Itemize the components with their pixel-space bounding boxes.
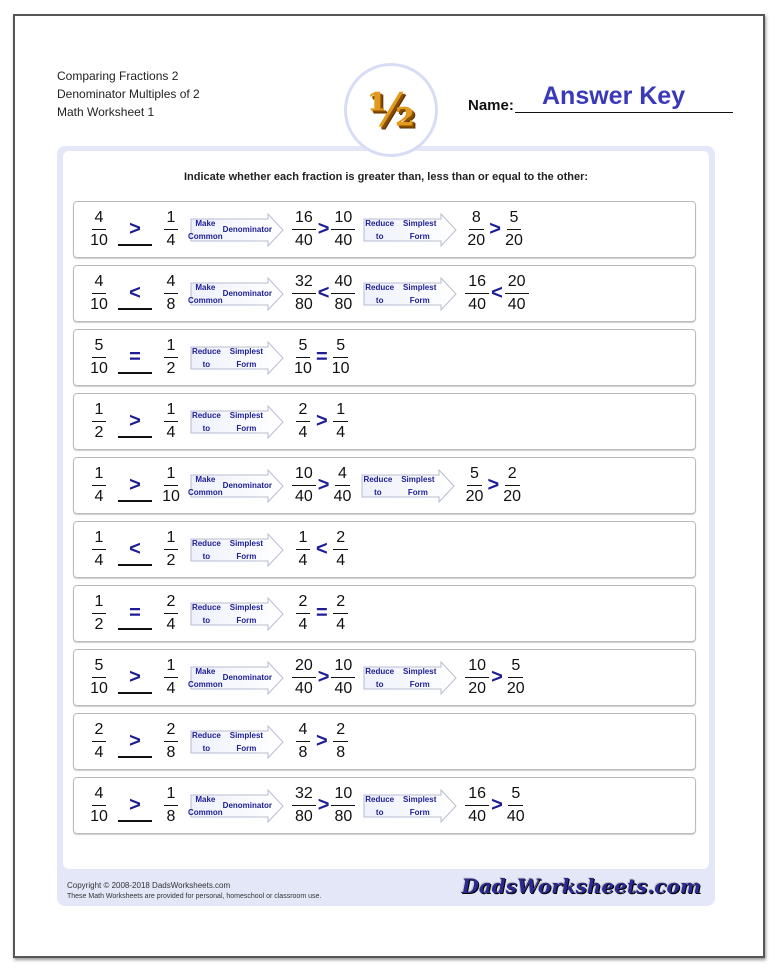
numerator: 10 xyxy=(331,785,355,806)
name-line xyxy=(515,112,733,113)
answer-key-text: Answer Key xyxy=(542,82,686,110)
footer xyxy=(67,880,321,902)
denominator: 4 xyxy=(94,488,104,505)
step-symbol: < xyxy=(317,282,330,304)
arrow-label-line: Reduce to xyxy=(365,794,395,817)
numerator: 16 xyxy=(465,273,489,294)
arrow-common xyxy=(190,789,284,823)
arrow-label-line: Simplest Form xyxy=(229,410,264,433)
comparison-symbol: > xyxy=(129,473,141,496)
denominator: 20 xyxy=(468,680,487,697)
usage-note: These Math Worksheets are provided for personal, homeschool or classroom use. xyxy=(67,893,322,900)
denominator: 4 xyxy=(166,424,176,441)
fraction xyxy=(503,209,525,250)
arrow-common xyxy=(190,469,284,503)
arrow-label-line: Reduce to xyxy=(191,346,221,369)
numerator: 8 xyxy=(469,209,484,230)
arrow-reduce xyxy=(363,789,457,823)
problem-row xyxy=(73,265,696,322)
arrow-reduce xyxy=(190,725,284,759)
numerator: 5 xyxy=(92,657,107,678)
arrow-label-line: Reduce to xyxy=(191,410,221,433)
arrow-label-line: Reduce to xyxy=(191,602,221,625)
arrow-label xyxy=(363,213,443,247)
arrow-reduce xyxy=(190,405,284,439)
arrow-label-line: Simplest Form xyxy=(403,218,437,241)
answer-line xyxy=(118,564,152,566)
denominator: 4 xyxy=(166,616,176,633)
numerator: 4 xyxy=(92,785,107,806)
numerator: 10 xyxy=(331,657,355,678)
arrow-label xyxy=(188,661,273,695)
numerator: 1 xyxy=(92,529,107,550)
step-symbol: > xyxy=(491,666,503,688)
answer-blank xyxy=(116,470,154,502)
numerator: 1 xyxy=(164,785,179,806)
arrow-label-line: Make Common xyxy=(188,282,223,305)
numerator: 1 xyxy=(164,465,179,486)
denominator: 40 xyxy=(468,808,487,825)
fraction xyxy=(160,657,182,698)
numerator: 1 xyxy=(164,401,179,422)
numerator: 4 xyxy=(164,273,179,294)
answer-blank xyxy=(116,790,154,822)
answer-line xyxy=(118,372,152,374)
answer-blank xyxy=(116,598,154,630)
numerator: 20 xyxy=(505,273,529,294)
comparison-symbol: < xyxy=(129,537,141,560)
numerator: 2 xyxy=(296,401,311,422)
arrow-label xyxy=(190,725,270,759)
denominator: 4 xyxy=(336,616,346,633)
denominator: 10 xyxy=(90,360,108,377)
worksheet-panel xyxy=(57,146,715,906)
numerator: 5 xyxy=(467,465,482,486)
fraction xyxy=(160,465,182,506)
numerator: 2 xyxy=(333,529,348,550)
arrow-reduce xyxy=(363,661,457,695)
fraction xyxy=(88,785,110,826)
fraction xyxy=(292,209,316,250)
numerator: 5 xyxy=(508,785,523,806)
arrow-label-line: Make Common xyxy=(188,666,223,689)
fraction xyxy=(88,273,110,314)
answer-line xyxy=(118,308,152,310)
denominator: 8 xyxy=(166,744,176,761)
comparison-symbol: > xyxy=(129,729,141,752)
step-symbol: = xyxy=(316,602,328,624)
title-line: Math Worksheet 1 xyxy=(57,105,155,119)
arrow-label xyxy=(363,277,443,311)
name-label: Name: xyxy=(468,97,514,114)
step-symbol: > xyxy=(491,794,503,816)
answer-line xyxy=(118,244,152,246)
fraction xyxy=(292,721,314,762)
arrow-label-line: Reduce to xyxy=(365,218,395,241)
answer-line xyxy=(118,756,152,758)
denominator: 4 xyxy=(166,680,176,697)
fraction xyxy=(160,785,182,826)
denominator: 10 xyxy=(90,232,108,249)
fraction xyxy=(88,337,110,378)
problem-row xyxy=(73,201,696,258)
arrow-label xyxy=(190,597,270,631)
worksheet-page xyxy=(13,14,765,958)
denominator: 10 xyxy=(90,296,108,313)
half-logo xyxy=(344,63,438,157)
fraction xyxy=(465,209,487,250)
fraction xyxy=(160,209,182,250)
numerator: 2 xyxy=(296,593,311,614)
step-symbol: > xyxy=(316,730,328,752)
fraction xyxy=(465,657,489,698)
fraction xyxy=(463,465,485,506)
fraction xyxy=(292,337,314,378)
arrow-label-line: Simplest Form xyxy=(229,538,264,561)
answer-line xyxy=(118,628,152,630)
fraction xyxy=(331,465,353,506)
denominator: 40 xyxy=(507,296,526,313)
fraction xyxy=(88,209,110,250)
answer-line xyxy=(118,500,152,502)
arrow-reduce xyxy=(190,341,284,375)
denominator: 4 xyxy=(94,552,104,569)
arrow-label-line: Simplest Form xyxy=(403,666,437,689)
problem-row xyxy=(73,713,696,770)
denominator: 40 xyxy=(468,296,487,313)
answer-blank xyxy=(116,278,154,310)
fraction xyxy=(330,401,352,442)
brand-logo: DadsWorksheets.com xyxy=(461,874,701,898)
numerator: 16 xyxy=(292,209,316,230)
denominator: 10 xyxy=(90,808,108,825)
numerator: 1 xyxy=(164,529,179,550)
numerator: 5 xyxy=(333,337,348,358)
arrow-label-line: Denominator xyxy=(222,673,273,682)
numerator: 16 xyxy=(465,785,489,806)
arrow-reduce xyxy=(363,213,457,247)
arrow-reduce xyxy=(190,533,284,567)
title-line: Denominator Multiples of 2 xyxy=(57,87,200,101)
fraction xyxy=(331,273,355,314)
fraction xyxy=(160,401,182,442)
fraction xyxy=(160,529,182,570)
arrow-label-line: Reduce to xyxy=(191,538,221,561)
numerator: 32 xyxy=(292,785,316,806)
arrow-label xyxy=(361,469,441,503)
step-symbol: > xyxy=(489,218,501,240)
arrow-reduce xyxy=(361,469,455,503)
denominator: 40 xyxy=(334,680,353,697)
denominator: 10 xyxy=(331,360,350,377)
fraction xyxy=(331,209,355,250)
step-symbol: > xyxy=(316,410,328,432)
answer-blank xyxy=(116,662,154,694)
problem-row xyxy=(73,457,696,514)
half-logo-text: ½ xyxy=(367,83,415,137)
denominator: 8 xyxy=(336,744,346,761)
answer-blank xyxy=(116,534,154,566)
denominator: 10 xyxy=(90,680,108,697)
denominator: 10 xyxy=(162,488,180,505)
fraction xyxy=(88,401,110,442)
denominator: 4 xyxy=(166,232,176,249)
arrow-label-line: Simplest Form xyxy=(229,730,264,753)
fraction xyxy=(505,657,527,698)
numerator: 20 xyxy=(292,657,316,678)
comparison-symbol: > xyxy=(129,409,141,432)
denominator: 40 xyxy=(295,232,313,249)
numerator: 2 xyxy=(164,593,179,614)
fraction xyxy=(160,593,182,634)
numerator: 2 xyxy=(333,721,348,742)
denominator: 8 xyxy=(166,808,176,825)
numerator: 5 xyxy=(296,337,311,358)
numerator: 10 xyxy=(292,465,316,486)
arrow-label xyxy=(190,405,270,439)
answer-blank xyxy=(116,406,154,438)
problem-row xyxy=(73,585,696,642)
step-symbol: > xyxy=(317,218,330,240)
step-symbol: > xyxy=(317,794,330,816)
arrow-label-line: Reduce to xyxy=(365,666,395,689)
answer-blank xyxy=(116,726,154,758)
numerator: 2 xyxy=(92,721,107,742)
worksheet-title xyxy=(57,67,200,121)
fraction xyxy=(465,785,489,826)
step-symbol: > xyxy=(317,474,330,496)
denominator: 2 xyxy=(94,424,104,441)
denominator: 40 xyxy=(295,488,313,505)
denominator: 80 xyxy=(334,296,353,313)
numerator: 10 xyxy=(331,209,355,230)
comparison-symbol: > xyxy=(129,793,141,816)
problem-row xyxy=(73,649,696,706)
fraction xyxy=(501,465,523,506)
answer-blank xyxy=(116,214,154,246)
numerator: 10 xyxy=(465,657,489,678)
denominator: 4 xyxy=(336,552,346,569)
fraction xyxy=(292,657,316,698)
arrow-label-line: Simplest Form xyxy=(403,282,437,305)
denominator: 40 xyxy=(334,232,353,249)
fraction xyxy=(292,401,314,442)
arrow-common xyxy=(190,661,284,695)
numerator: 2 xyxy=(164,721,179,742)
arrow-label-line: Reduce to xyxy=(191,730,221,753)
denominator: 2 xyxy=(166,552,176,569)
fraction xyxy=(88,657,110,698)
numerator: 32 xyxy=(292,273,316,294)
arrow-label xyxy=(363,789,443,823)
arrow-label-line: Denominator xyxy=(222,481,273,490)
step-symbol: > xyxy=(487,474,500,496)
step-symbol: < xyxy=(491,282,503,304)
arrow-label-line: Simplest Form xyxy=(229,602,264,625)
arrow-label-line: Simplest Form xyxy=(403,794,437,817)
fraction xyxy=(88,465,110,506)
denominator: 4 xyxy=(94,744,104,761)
numerator: 4 xyxy=(92,273,107,294)
numerator: 5 xyxy=(507,209,522,230)
answer-line xyxy=(118,692,152,694)
comparison-symbol: < xyxy=(129,281,141,304)
numerator: 2 xyxy=(333,593,348,614)
fraction xyxy=(331,785,355,826)
fraction xyxy=(88,593,110,634)
fraction xyxy=(505,785,527,826)
numerator: 1 xyxy=(164,337,179,358)
arrow-label-line: Denominator xyxy=(222,801,273,810)
comparison-symbol: > xyxy=(129,217,141,240)
denominator: 20 xyxy=(465,488,484,505)
step-symbol: < xyxy=(316,538,328,560)
denominator: 2 xyxy=(166,360,176,377)
fraction xyxy=(292,465,316,506)
denominator: 4 xyxy=(298,552,308,569)
fraction xyxy=(330,721,352,762)
denominator: 8 xyxy=(298,744,308,761)
arrow-label-line: Simplest Form xyxy=(229,346,264,369)
denominator: 40 xyxy=(333,488,352,505)
fraction xyxy=(160,337,182,378)
denominator: 40 xyxy=(506,808,525,825)
numerator: 1 xyxy=(92,593,107,614)
title-line: Comparing Fractions 2 xyxy=(57,69,179,83)
arrow-label xyxy=(363,661,443,695)
numerator: 40 xyxy=(331,273,355,294)
fraction xyxy=(160,273,182,314)
denominator: 10 xyxy=(294,360,312,377)
comparison-symbol: = xyxy=(129,345,141,368)
numerator: 1 xyxy=(333,401,348,422)
denominator: 8 xyxy=(166,296,176,313)
fraction xyxy=(88,529,110,570)
denominator: 4 xyxy=(298,424,308,441)
denominator: 80 xyxy=(334,808,353,825)
copyright: Copyright © 2008-2018 DadsWorksheets.com xyxy=(67,881,231,890)
arrow-label-line: Make Common xyxy=(188,794,223,817)
step-symbol: = xyxy=(316,346,328,368)
arrow-label-line: Make Common xyxy=(188,474,223,497)
arrow-label xyxy=(190,341,270,375)
fraction xyxy=(330,529,352,570)
fraction xyxy=(330,337,352,378)
arrow-common xyxy=(190,213,284,247)
problem-row xyxy=(73,329,696,386)
fraction xyxy=(331,657,355,698)
arrow-label xyxy=(188,789,273,823)
fraction xyxy=(292,273,316,314)
arrow-label xyxy=(190,533,270,567)
arrow-label xyxy=(188,469,273,503)
arrow-common xyxy=(190,277,284,311)
denominator: 20 xyxy=(467,232,486,249)
fraction xyxy=(330,593,352,634)
numerator: 1 xyxy=(296,529,311,550)
numerator: 2 xyxy=(505,465,520,486)
denominator: 80 xyxy=(295,296,313,313)
instructions: Indicate whether each fraction is greater than, less than or equal to the other: xyxy=(183,171,589,183)
problem-row xyxy=(73,521,696,578)
denominator: 20 xyxy=(505,232,523,249)
denominator: 4 xyxy=(336,424,346,441)
denominator: 4 xyxy=(298,616,308,633)
fraction xyxy=(505,273,529,314)
numerator: 1 xyxy=(164,209,179,230)
arrow-label-line: Reduce to xyxy=(365,282,395,305)
answer-line xyxy=(118,820,152,822)
arrow-reduce xyxy=(363,277,457,311)
fraction xyxy=(465,273,489,314)
fraction xyxy=(160,721,182,762)
comparison-symbol: > xyxy=(129,665,141,688)
problem-row xyxy=(73,393,696,450)
step-symbol: > xyxy=(317,666,330,688)
denominator: 20 xyxy=(506,680,525,697)
arrow-label-line: Make Common xyxy=(188,218,223,241)
arrow-reduce xyxy=(190,597,284,631)
fraction xyxy=(292,593,314,634)
problem-row xyxy=(73,777,696,834)
comparison-symbol: = xyxy=(129,601,141,624)
numerator: 1 xyxy=(164,657,179,678)
problem-list xyxy=(73,201,696,841)
fraction xyxy=(88,721,110,762)
arrow-label xyxy=(188,213,273,247)
numerator: 1 xyxy=(92,401,107,422)
numerator: 4 xyxy=(335,465,350,486)
numerator: 5 xyxy=(92,337,107,358)
fraction xyxy=(292,529,314,570)
numerator: 4 xyxy=(296,721,311,742)
answer-blank xyxy=(116,342,154,374)
denominator: 2 xyxy=(94,616,104,633)
answer-line xyxy=(118,436,152,438)
denominator: 20 xyxy=(503,488,522,505)
denominator: 80 xyxy=(295,808,313,825)
numerator: 5 xyxy=(508,657,523,678)
numerator: 1 xyxy=(92,465,107,486)
arrow-label xyxy=(188,277,273,311)
arrow-label-line: Reduce to xyxy=(363,474,393,497)
arrow-label-line: Denominator xyxy=(222,225,273,234)
arrow-label-line: Simplest Form xyxy=(401,474,435,497)
arrow-label-line: Denominator xyxy=(222,289,273,298)
fraction xyxy=(292,785,316,826)
denominator: 40 xyxy=(295,680,313,697)
numerator: 4 xyxy=(92,209,107,230)
